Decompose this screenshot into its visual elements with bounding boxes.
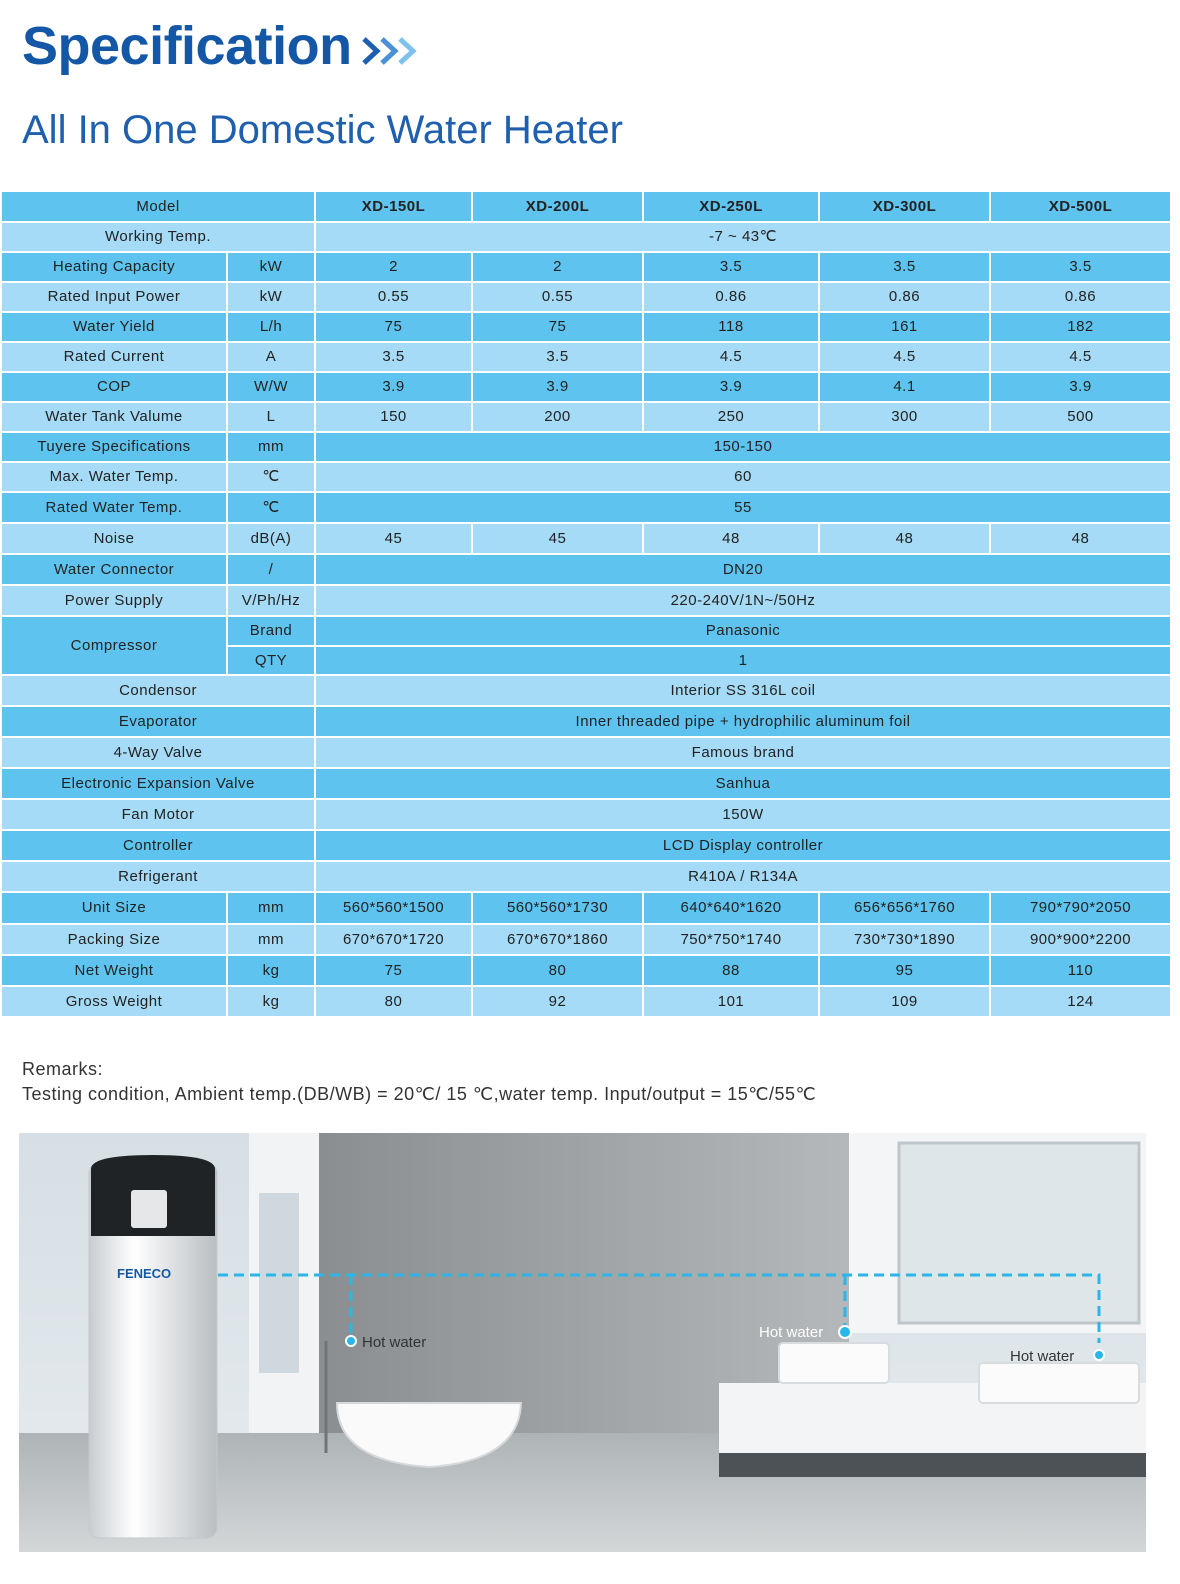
hot-water-point [1094, 1350, 1104, 1360]
row-unit: A [227, 342, 315, 372]
row-value: 75 [315, 955, 472, 986]
row-value: 48 [643, 523, 819, 554]
row-label: Compressor [1, 616, 227, 675]
row-value: 200 [472, 402, 643, 432]
row-value: 150-150 [315, 432, 1171, 462]
row-value: 0.55 [315, 282, 472, 312]
row-label: Noise [1, 523, 227, 554]
row-label: Tuyere Specifications [1, 432, 227, 462]
row-unit: kW [227, 252, 315, 282]
row-value: 750*750*1740 [643, 924, 819, 955]
row-value: 45 [315, 523, 472, 554]
row-value: Famous brand [315, 737, 1171, 768]
table-row [1, 432, 1171, 462]
row-value: 3.5 [643, 252, 819, 282]
row-value: 88 [643, 955, 819, 986]
row-value: 55 [315, 492, 1171, 523]
row-unit: mm [227, 892, 315, 924]
row-unit: dB(A) [227, 523, 315, 554]
row-unit: L/h [227, 312, 315, 342]
table-row [1, 492, 1171, 523]
mirror [899, 1143, 1139, 1323]
row-label: 4-Way Valve [1, 737, 315, 768]
model-cell: XD-300L [819, 191, 990, 222]
row-value: 670*670*1860 [472, 924, 643, 955]
lcd-controller [131, 1190, 167, 1228]
row-unit: kW [227, 282, 315, 312]
row-value: 118 [643, 312, 819, 342]
hot-water-point [346, 1336, 356, 1346]
row-label: COP [1, 372, 227, 402]
row-label: Net Weight [1, 955, 227, 986]
row-label: Controller [1, 830, 315, 861]
row-value: 4.1 [819, 372, 990, 402]
row-value: 4.5 [643, 342, 819, 372]
model-cell: XD-200L [472, 191, 643, 222]
table-row [1, 312, 1171, 342]
row-value: 560*560*1500 [315, 892, 472, 924]
table-row [1, 372, 1171, 402]
row-value: 500 [990, 402, 1171, 432]
row-unit: kg [227, 955, 315, 986]
model-label: Model [1, 191, 315, 222]
table-row [1, 523, 1171, 554]
row-unit: QTY [227, 646, 315, 675]
row-value: -7 ~ 43℃ [315, 222, 1171, 252]
hot-water-label: Hot water [759, 1324, 824, 1341]
row-value: 300 [819, 402, 990, 432]
table-row [1, 986, 1171, 1017]
row-label: Unit Size [1, 892, 227, 924]
row-unit: L [227, 402, 315, 432]
page-subtitle: All In One Domestic Water Heater [22, 108, 623, 152]
row-value: 95 [819, 955, 990, 986]
row-value: 0.86 [990, 282, 1171, 312]
hot-water-label: Hot water [1010, 1348, 1075, 1365]
page-title: Specification [22, 12, 426, 84]
row-value: 60 [315, 462, 1171, 492]
model-cell: XD-150L [315, 191, 472, 222]
row-value: 0.86 [819, 282, 990, 312]
row-value: Sanhua [315, 768, 1171, 799]
row-label: Packing Size [1, 924, 227, 955]
row-label: Working Temp. [1, 222, 315, 252]
row-value: 3.9 [643, 372, 819, 402]
row-label: Water Yield [1, 312, 227, 342]
row-value: 48 [990, 523, 1171, 554]
row-value: 790*790*2050 [990, 892, 1171, 924]
row-value: 182 [990, 312, 1171, 342]
remarks-heading: Remarks: [22, 1059, 104, 1079]
row-label: Power Supply [1, 585, 227, 616]
table-row [1, 402, 1171, 432]
remarks-text: Testing condition, Ambient temp.(DB/WB) = 20℃/ 15 ℃,water temp. Input/output = 15℃/55℃ [22, 1084, 817, 1104]
table-row [1, 554, 1171, 585]
row-label: Refrigerant [1, 861, 315, 892]
table-row [1, 191, 1171, 222]
row-unit: V/Ph/Hz [227, 585, 315, 616]
table-row [1, 892, 1171, 924]
row-value: 220-240V/1N~/50Hz [315, 585, 1171, 616]
table-row [1, 768, 1171, 799]
row-value: 45 [472, 523, 643, 554]
row-value: 150W [315, 799, 1171, 830]
table-row [1, 955, 1171, 986]
row-value: 3.9 [990, 372, 1171, 402]
sink-left [779, 1343, 889, 1383]
row-label: Rated Current [1, 342, 227, 372]
row-value: 2 [315, 252, 472, 282]
row-value: 730*730*1890 [819, 924, 990, 955]
row-value: 3.5 [990, 252, 1171, 282]
bathroom-photo [19, 1133, 1146, 1552]
table-row [1, 830, 1171, 861]
table-row [1, 737, 1171, 768]
row-label: Heating Capacity [1, 252, 227, 282]
brand-logo: FENECO [117, 1266, 172, 1281]
table-row [1, 342, 1171, 372]
row-value: 150 [315, 402, 472, 432]
sink-right [979, 1363, 1139, 1403]
row-value: 75 [472, 312, 643, 342]
row-value: 640*640*1620 [643, 892, 819, 924]
table-row [1, 252, 1171, 282]
row-value: 656*656*1760 [819, 892, 990, 924]
row-label: Gross Weight [1, 986, 227, 1017]
row-value: 0.86 [643, 282, 819, 312]
chevrons-icon [360, 16, 426, 84]
model-cell: XD-250L [643, 191, 819, 222]
row-value: 670*670*1720 [315, 924, 472, 955]
table-row [1, 924, 1171, 955]
table-row [1, 585, 1171, 616]
row-unit: W/W [227, 372, 315, 402]
row-value: Inner threaded pipe + hydrophilic aluminum foil [315, 706, 1171, 737]
row-unit: kg [227, 986, 315, 1017]
row-label: Electronic Expansion Valve [1, 768, 315, 799]
row-unit: mm [227, 432, 315, 462]
row-value: 3.9 [472, 372, 643, 402]
row-value: 161 [819, 312, 990, 342]
table-row [1, 861, 1171, 892]
hot-water-point [839, 1326, 851, 1338]
row-value: 109 [819, 986, 990, 1017]
row-value: Interior SS 316L coil [315, 675, 1171, 706]
row-unit: ℃ [227, 462, 315, 492]
row-value: 3.9 [315, 372, 472, 402]
row-value: 560*560*1730 [472, 892, 643, 924]
row-value: R410A / R134A [315, 861, 1171, 892]
row-value: Panasonic [315, 616, 1171, 646]
row-value: 101 [643, 986, 819, 1017]
row-unit: / [227, 554, 315, 585]
row-label: Rated Water Temp. [1, 492, 227, 523]
row-value: 124 [990, 986, 1171, 1017]
table-row [1, 675, 1171, 706]
row-value: 1 [315, 646, 1171, 675]
row-label: Condensor [1, 675, 315, 706]
row-label: Fan Motor [1, 799, 315, 830]
table-row [1, 462, 1171, 492]
table-row [1, 222, 1171, 252]
model-cell: XD-500L [990, 191, 1171, 222]
row-value: 4.5 [819, 342, 990, 372]
row-value: 3.5 [472, 342, 643, 372]
row-value: 75 [315, 312, 472, 342]
table-row [1, 706, 1171, 737]
row-value: 80 [472, 955, 643, 986]
row-value: 92 [472, 986, 643, 1017]
row-label: Max. Water Temp. [1, 462, 227, 492]
row-value: 3.5 [315, 342, 472, 372]
row-value: 4.5 [990, 342, 1171, 372]
row-unit: ℃ [227, 492, 315, 523]
table-row [1, 282, 1171, 312]
row-label: Water Connector [1, 554, 227, 585]
row-value: DN20 [315, 554, 1171, 585]
table-row [1, 616, 1171, 646]
row-label: Water Tank Valume [1, 402, 227, 432]
row-value: 80 [315, 986, 472, 1017]
row-value: 0.55 [472, 282, 643, 312]
row-value: 900*900*2200 [990, 924, 1171, 955]
row-label: Rated Input Power [1, 282, 227, 312]
hot-water-label: Hot water [362, 1334, 427, 1351]
remarks [22, 1057, 816, 1107]
row-value: 2 [472, 252, 643, 282]
row-label: Evaporator [1, 706, 315, 737]
specification-table [0, 190, 1172, 1018]
row-value: 250 [643, 402, 819, 432]
row-value: 48 [819, 523, 990, 554]
table-row [1, 799, 1171, 830]
row-value: 3.5 [819, 252, 990, 282]
row-unit: mm [227, 924, 315, 955]
row-value: 110 [990, 955, 1171, 986]
row-value: LCD Display controller [315, 830, 1171, 861]
row-unit: Brand [227, 616, 315, 646]
